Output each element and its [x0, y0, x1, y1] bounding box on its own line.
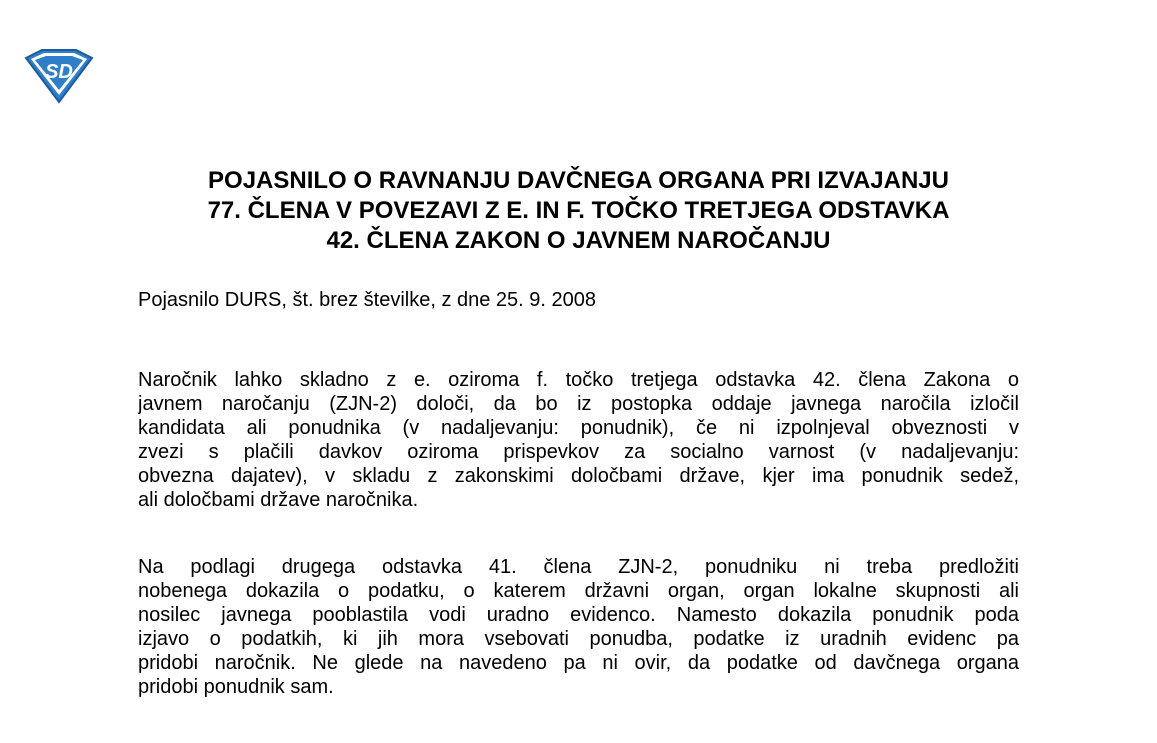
paragraph-line: javnem naročanju (ZJN-2) določi, da bo iz postopka oddaje javnega naročila izločil — [138, 393, 1019, 415]
title-line: 77. ČLENA V POVEZAVI Z E. IN F. TOČKO TRETJEGA ODSTAVKA — [207, 197, 950, 224]
paragraph-line: pridobi naročnik. Ne glede na navedeno pa ni ovir, da podatke od davčnega organa — [138, 652, 1019, 674]
paragraph-2 — [138, 555, 1019, 699]
paragraph-line: zvezi s plačili davkov oziroma prispevkov za socialno varnost (v nadaljevanju: — [138, 441, 1019, 463]
document-title — [138, 166, 1019, 256]
title-line: 42. ČLENA ZAKON O JAVNEM NAROČANJU — [326, 227, 831, 254]
paragraph-line: Naročnik lahko skladno z e. oziroma f. točko tretjega odstavka 42. člena Zakona o — [138, 369, 1019, 391]
paragraph-line: nobenega dokazila o podatku, o katerem državni organ, organ lokalne skupnosti ali — [138, 580, 1019, 602]
paragraph-line: pridobi ponudnik sam. — [138, 676, 334, 698]
title-line: POJASNILO O RAVNANJU DAVČNEGA ORGANA PRI IZVAJANJU — [208, 167, 949, 194]
paragraph-line: kandidata ali ponudnika (v nadaljevanju: ponudnik), če ni izpolnjeval obveznosti v — [138, 417, 1019, 439]
paragraph-line: ali določbami države naročnika. — [138, 489, 419, 511]
paragraph-line: Na podlagi drugega odstavka 41. člena ZJN-2, ponudniku ni treba predložiti — [138, 556, 1019, 578]
paragraph-line: nosilec javnega pooblastila vodi uradno evidenco. Namesto dokazila ponudnik poda — [138, 604, 1019, 626]
document-subtitle: Pojasnilo DURS, št. brez številke, z dne 25. 9. 2008 — [138, 289, 597, 311]
paragraph-line: obvezna dajatev), v skladu z zakonskimi določbami države, kjer ima ponudnik sedež, — [138, 465, 1019, 487]
paragraph-line: izjavo o podatkih, ki jih mora vsebovati ponudba, podatke iz uradnih evidenc pa — [138, 628, 1019, 650]
logo-letters: SD — [45, 61, 73, 83]
paragraph-1 — [138, 368, 1019, 512]
sd-shield-logo-icon — [22, 48, 96, 104]
